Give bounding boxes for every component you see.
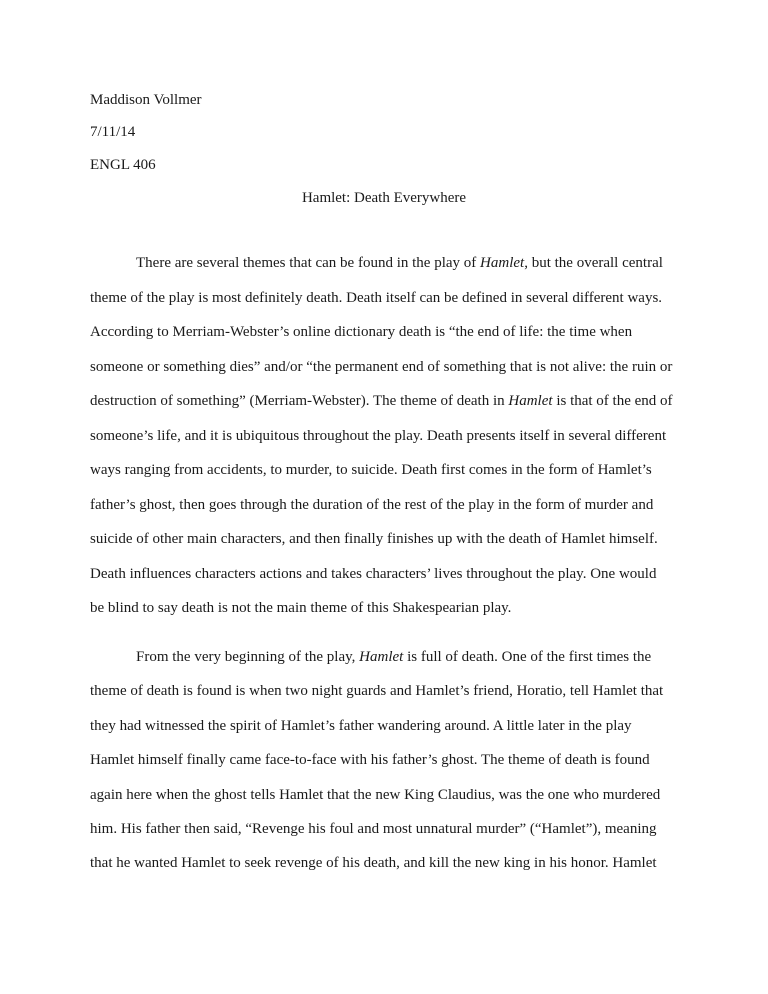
text-line bbox=[90, 289, 662, 307]
text-run: According to Merriam-Webster’s online dictionary death is “the end of life: the time when bbox=[90, 324, 633, 340]
text-line bbox=[90, 565, 656, 583]
text-line bbox=[136, 648, 651, 666]
text-run: ways ranging from accidents, to murder, to suicide. Death first comes in the form of Hamlet’s bbox=[90, 462, 652, 478]
text-line bbox=[136, 254, 663, 272]
text-line bbox=[90, 682, 663, 700]
text-line bbox=[90, 530, 658, 548]
text-run: There are several themes that can be found in the play of bbox=[136, 255, 481, 271]
text-run: theme of death is found is when two night guards and Hamlet’s friend, Horatio, tell Hamlet that bbox=[90, 683, 664, 700]
italic-title: Hamlet bbox=[359, 649, 404, 665]
text-line bbox=[90, 820, 657, 838]
text-run: be blind to say death is not the main theme of this Shakespearian play. bbox=[90, 600, 512, 616]
text-run: Death influences characters actions and takes characters’ lives throughout the play. One would bbox=[90, 565, 657, 582]
text-run: destruction of something” (Merriam-Webster). The theme of death in bbox=[90, 393, 509, 409]
text-run: father’s ghost, then goes through the duration of the rest of the play in the form of murder and bbox=[90, 496, 654, 513]
text-run: is full of death. One of the first times the bbox=[403, 649, 652, 665]
text-run: is that of the end of bbox=[552, 393, 673, 409]
text-run: again here when the ghost tells Hamlet that the new King Claudius, was the one who murdered bbox=[90, 786, 661, 803]
essay-title-text: Hamlet: Death Everywhere bbox=[301, 190, 467, 206]
essay-title bbox=[0, 189, 768, 207]
text-run: From the very beginning of the play, bbox=[136, 649, 360, 665]
text-run: that he wanted Hamlet to seek revenge of his death, and kill the new king in his honor. Hamlet bbox=[90, 855, 657, 872]
text-run: suicide of other main characters, and then finally finishes up with the death of Hamlet himself. bbox=[90, 531, 658, 547]
text-line bbox=[90, 461, 652, 479]
text-line bbox=[90, 599, 511, 617]
italic-title: Hamlet bbox=[480, 255, 525, 271]
text-run: someone’s life, and it is ubiquitous throughout the play. Death presents itself in several different bbox=[90, 427, 667, 444]
course-code: ENGL 406 bbox=[90, 157, 156, 173]
text-line bbox=[90, 496, 653, 514]
text-line bbox=[90, 323, 632, 341]
text-run: , but the overall central bbox=[524, 255, 663, 271]
text-run: him. His father then said, “Revenge his foul and most unnatural murder” (“Hamlet”), meaning bbox=[90, 821, 657, 837]
italic-title: Hamlet bbox=[508, 393, 553, 409]
text-run: theme of the play is most definitely death. Death itself can be defined in several different ways. bbox=[90, 289, 663, 306]
document-date: 7/11/14 bbox=[90, 124, 136, 140]
text-line bbox=[90, 358, 672, 376]
text-run: they had witnessed the spirit of Hamlet’s father wandering around. A little later in the play bbox=[90, 717, 632, 734]
text-line bbox=[90, 751, 650, 769]
text-run: someone or something dies” and/or “the permanent end of something that is not alive: the ruin or bbox=[90, 358, 673, 375]
text-line bbox=[90, 427, 666, 445]
text-line bbox=[90, 786, 660, 804]
text-line bbox=[90, 392, 673, 410]
text-run: Hamlet himself finally came face-to-face with his father’s ghost. The theme of death is found bbox=[90, 752, 650, 769]
text-line bbox=[90, 854, 657, 872]
author-name: Maddison Vollmer bbox=[90, 92, 202, 108]
text-line bbox=[90, 717, 632, 735]
